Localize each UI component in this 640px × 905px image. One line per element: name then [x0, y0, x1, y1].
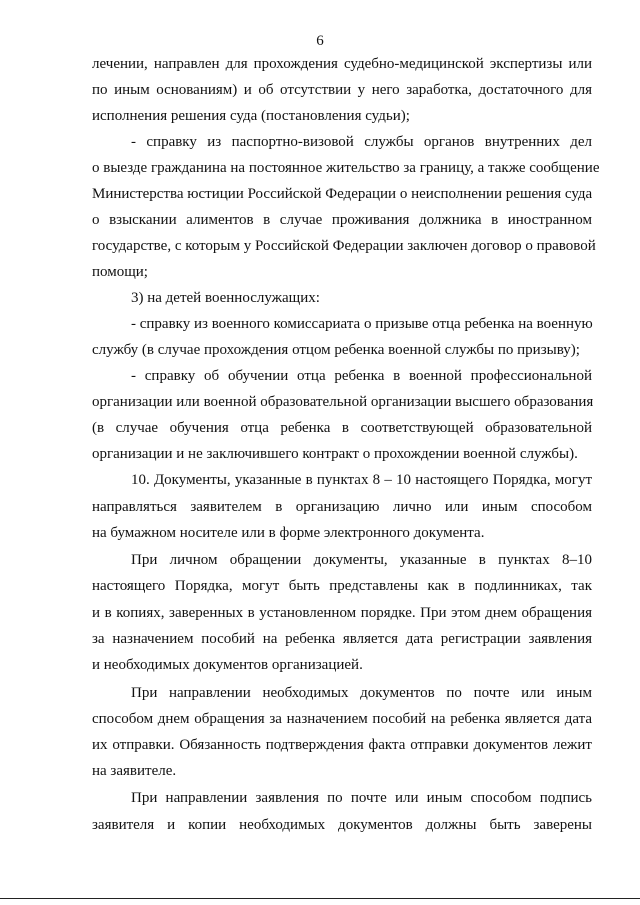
text-line: способом днем обращения за назначением пособий на ребенка является дата [92, 711, 592, 727]
text-line: заявителя и копии необходимых документов должны быть заверены [92, 817, 592, 833]
text-line: - справку из паспортно-визовой службы органов внутренних дел [131, 134, 592, 150]
text-line: о выезде гражданина на постоянное жительство за границу, а также сообщение [92, 160, 600, 176]
text-line: 3) на детей военнослужащих: [131, 290, 320, 306]
text-line: государстве, с которым у Российской Федерации заключен договор о правовой [92, 238, 596, 254]
text-line: и в копиях, заверенных в установленном порядке. При этом днем обращения [92, 605, 592, 621]
text-line: и необходимых документов организацией. [92, 657, 363, 673]
text-line: лечении, направлен для прохождения судебно-медицинской экспертизы или [92, 56, 592, 72]
text-line: исполнения решения суда (постановления судьи); [92, 108, 410, 124]
text-line: направляться заявителем в организацию лично или иным способом [92, 499, 592, 515]
text-line: При направлении заявления по почте или иным способом подпись [131, 790, 592, 806]
text-line: - справку из военного комиссариата о призыве отца ребенка на военную [131, 316, 593, 332]
text-line: При личном обращении документы, указанные в пунктах 8–10 [131, 552, 592, 568]
bottom-divider [0, 898, 640, 899]
text-line: на заявителе. [92, 763, 177, 779]
text-line: - справку об обучении отца ребенка в военной профессиональной [131, 368, 592, 384]
text-line: 10. Документы, указанные в пунктах 8 – 10 настоящего Порядка, могут [131, 472, 592, 488]
text-line: организации и не заключившего контракт о прохождении военной службы). [92, 446, 578, 462]
text-line: по иным основаниям) и об отсутствии у него заработка, достаточного для [92, 82, 592, 98]
text-line: за назначением пособий на ребенка является дата регистрации заявления [92, 631, 592, 647]
text-line: о взыскании алиментов в случае проживания должника в иностранном [92, 212, 592, 228]
text-line: службу (в случае прохождения отцом ребенка военной службы по призыву); [92, 342, 580, 358]
text-line: на бумажном носителе или в форме электронного документа. [92, 525, 485, 541]
text-line: организации или военной образовательной организации высшего образования [92, 394, 594, 410]
page-number: 6 [316, 33, 324, 49]
text-line: помощи; [92, 264, 148, 280]
text-line: При направлении необходимых документов по почте или иным [131, 685, 592, 701]
text-line: (в случае обучения отца ребенка в соответствующей образовательной [92, 420, 592, 436]
text-line: настоящего Порядка, могут быть представлены как в подлинниках, так [92, 578, 592, 594]
text-line: их отправки. Обязанность подтверждения факта отправки документов лежит [92, 737, 592, 753]
text-line: Министерства юстиции Российской Федерации о неисполнении решения суда [92, 186, 593, 202]
